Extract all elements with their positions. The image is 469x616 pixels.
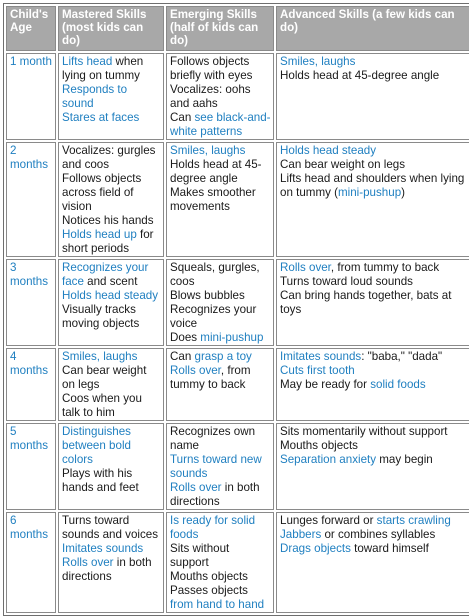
age-cell: 2 months [6, 142, 56, 257]
emerging-cell [166, 142, 274, 257]
skill-item [62, 556, 161, 584]
table-body [6, 53, 469, 613]
skill-link[interactable]: mini-pushup [200, 331, 264, 344]
skill-link[interactable]: Stares at faces [62, 111, 140, 124]
skill-item [280, 69, 469, 83]
skill-text: and scent [83, 275, 138, 288]
skill-link[interactable]: Drags objects [280, 542, 351, 555]
header-age: Child's Age [6, 6, 56, 51]
skill-text: Lifts head and shoulders when lying on tummy ( [280, 172, 465, 199]
skill-item [280, 439, 469, 453]
skill-link[interactable]: mini-pushup [337, 186, 402, 199]
skill-item [62, 467, 161, 495]
skill-link[interactable]: Turns toward new sounds [170, 453, 262, 480]
skill-link[interactable]: solid foods [370, 378, 426, 391]
skill-link[interactable]: Smiles, laughs [280, 55, 356, 68]
skill-link[interactable]: Imitates sounds [62, 542, 144, 555]
skill-text: Notices his hands [62, 214, 154, 227]
skill-item [280, 453, 469, 467]
skill-link[interactable]: Holds head steady [280, 144, 377, 157]
skill-item [170, 364, 271, 392]
skill-link[interactable]: Cuts first tooth [280, 364, 355, 377]
skill-text: May be ready for [280, 378, 371, 391]
skill-item [62, 303, 161, 331]
mastered-cell [58, 53, 164, 140]
skill-text: for short periods [62, 228, 154, 255]
skill-item [280, 425, 469, 439]
skill-link[interactable]: Smiles, laughs [170, 144, 246, 157]
skill-text: Passes objects [170, 584, 248, 597]
skill-item [170, 542, 271, 570]
skill-item [62, 364, 161, 392]
skill-item [280, 528, 469, 542]
age-cell: 4 months [6, 348, 56, 421]
header-advanced-skills: Advanced Skills (a few kids can do) [276, 6, 469, 51]
skill-link[interactable]: Lifts head [62, 55, 113, 68]
skill-link[interactable]: Distinguishes between bold colors [62, 425, 131, 466]
mastered-cell [58, 512, 164, 613]
skill-item [62, 228, 161, 256]
advanced-cell [276, 53, 469, 140]
skill-item [280, 55, 469, 69]
skill-link[interactable]: from hand to hand [170, 598, 265, 611]
skill-item [170, 55, 271, 83]
skill-item [280, 514, 469, 528]
skill-item [62, 55, 161, 83]
age-cell: 1 month [6, 53, 56, 140]
skill-text: Follows objects briefly with eyes [170, 55, 253, 82]
skill-item [280, 172, 469, 200]
advanced-cell [276, 259, 469, 346]
skill-text: , from tummy to back [330, 261, 440, 274]
skill-item [62, 261, 161, 289]
skill-item [62, 425, 161, 467]
skill-item [170, 186, 271, 214]
skill-text: Recognizes your voice [170, 303, 257, 330]
skill-item [280, 144, 469, 158]
skill-link[interactable]: see black-and-white patterns [170, 111, 271, 138]
skill-link[interactable]: grasp a toy [194, 350, 252, 363]
skill-text: Mouths objects [170, 570, 248, 583]
header-row [6, 6, 469, 51]
skill-text: or combines syllables [321, 528, 436, 541]
skill-item [170, 350, 271, 364]
table-row [6, 53, 469, 140]
skill-text: Can [170, 111, 195, 124]
skill-text: Does [170, 331, 201, 344]
skill-item [62, 83, 161, 111]
skill-item [170, 514, 271, 542]
skill-item [170, 425, 271, 453]
skill-item [62, 214, 161, 228]
skill-item [170, 158, 271, 186]
skill-link[interactable]: Rolls over [170, 364, 221, 377]
skill-link[interactable]: starts crawling [376, 514, 451, 527]
age-cell: 5 months [6, 423, 56, 510]
skill-text: , from tummy to back [170, 364, 251, 391]
skill-item [280, 289, 469, 317]
advanced-cell [276, 423, 469, 510]
skill-link[interactable]: Rolls over [280, 261, 331, 274]
skill-text: Holds head at 45-degree angle [170, 158, 262, 185]
skill-text: in both directions [62, 556, 152, 583]
skill-text: Vocalizes: oohs and aahs [170, 83, 251, 110]
emerging-cell [166, 423, 274, 510]
table-row [6, 512, 469, 613]
skill-text: Mouths objects [280, 439, 358, 452]
skill-item [170, 584, 271, 612]
skill-item [170, 453, 271, 481]
skill-item [280, 261, 469, 275]
skill-link[interactable]: Holds head steady [62, 289, 159, 302]
advanced-cell [276, 512, 469, 613]
skill-item [62, 392, 161, 420]
emerging-cell [166, 53, 274, 140]
skill-link[interactable]: Separation anxiety [280, 453, 377, 466]
table-row [6, 348, 469, 421]
skill-text: Makes smoother movements [170, 186, 256, 213]
skill-item [62, 144, 161, 172]
mastered-cell [58, 423, 164, 510]
skill-text: : "baba," "dada" [361, 350, 443, 363]
emerging-cell [166, 348, 274, 421]
skill-item [62, 350, 161, 364]
skill-item [280, 378, 469, 392]
skill-item [62, 172, 161, 214]
skill-item [280, 275, 469, 289]
skill-link[interactable]: Smiles, laughs [62, 350, 138, 363]
skill-text: Vocalizes: gurgles and coos [62, 144, 156, 171]
skill-link[interactable]: Recognizes your face [62, 261, 149, 288]
skill-link[interactable]: Holds head up [62, 228, 137, 241]
skill-text: Turns toward sounds and voices [62, 514, 159, 541]
skill-item [62, 111, 161, 125]
skill-text: Can bear weight on legs [62, 364, 147, 391]
skill-text: Can [170, 350, 195, 363]
skill-text: Recognizes own name [170, 425, 256, 452]
skill-text: toward himself [350, 542, 429, 555]
skill-link[interactable]: Imitates sounds [280, 350, 362, 363]
skill-link[interactable]: Responds to sound [62, 83, 128, 110]
skill-text: when lying on tummy [62, 55, 144, 82]
table-row [6, 423, 469, 510]
development-milestones-table [3, 3, 469, 616]
table-row [6, 259, 469, 346]
skill-text: in both directions [170, 481, 260, 508]
skill-item [280, 350, 469, 364]
table-row [6, 142, 469, 257]
skill-text: Blows bubbles [170, 289, 245, 302]
skill-item [280, 542, 469, 556]
skill-text: may begin [376, 453, 433, 466]
skill-link[interactable]: Rolls over [62, 556, 114, 569]
skill-text: Can bring hands together, bats at toys [280, 289, 452, 316]
skill-item [170, 111, 271, 139]
skill-item [62, 514, 161, 542]
skill-item [170, 481, 271, 509]
mastered-cell [58, 348, 164, 421]
skill-text: Turns toward loud sounds [280, 275, 413, 288]
skill-text: Sits without support [170, 542, 230, 569]
age-cell: 3 months [6, 259, 56, 346]
skill-link[interactable]: Is ready for solid foods [170, 514, 256, 541]
skill-text: Visually tracks moving objects [62, 303, 140, 330]
mastered-cell [58, 259, 164, 346]
skill-text: Sits momentarily without support [280, 425, 448, 438]
skill-item [170, 261, 271, 289]
skill-text: Squeals, gurgles, coos [170, 261, 260, 288]
skill-text: ) [401, 186, 406, 199]
skill-text: Coos when you talk to him [62, 392, 142, 419]
skill-item [170, 570, 271, 584]
advanced-cell [276, 348, 469, 421]
skill-text: Follows objects across field of vision [62, 172, 142, 213]
skill-text: Holds head at 45-degree angle [280, 69, 440, 82]
skill-item [170, 83, 271, 111]
skill-item [170, 144, 271, 158]
skill-item [62, 542, 161, 556]
skill-item [170, 331, 271, 345]
advanced-cell [276, 142, 469, 257]
skill-item [280, 158, 469, 172]
emerging-cell [166, 512, 274, 613]
skill-text: Lunges forward or [280, 514, 377, 527]
header-mastered-skills: Mastered Skills (most kids can do) [58, 6, 164, 51]
skill-link[interactable]: Rolls over [170, 481, 222, 494]
skill-item [170, 303, 271, 331]
skill-text: Plays with his hands and feet [62, 467, 139, 494]
mastered-cell [58, 142, 164, 257]
age-cell: 6 months [6, 512, 56, 613]
header-emerging-skills: Emerging Skills (half of kids can do) [166, 6, 274, 51]
skill-item [280, 364, 469, 378]
skill-item [62, 289, 161, 303]
skill-item [170, 289, 271, 303]
emerging-cell [166, 259, 274, 346]
skill-link[interactable]: Jabbers [280, 528, 322, 541]
skill-text: Can bear weight on legs [280, 158, 406, 171]
